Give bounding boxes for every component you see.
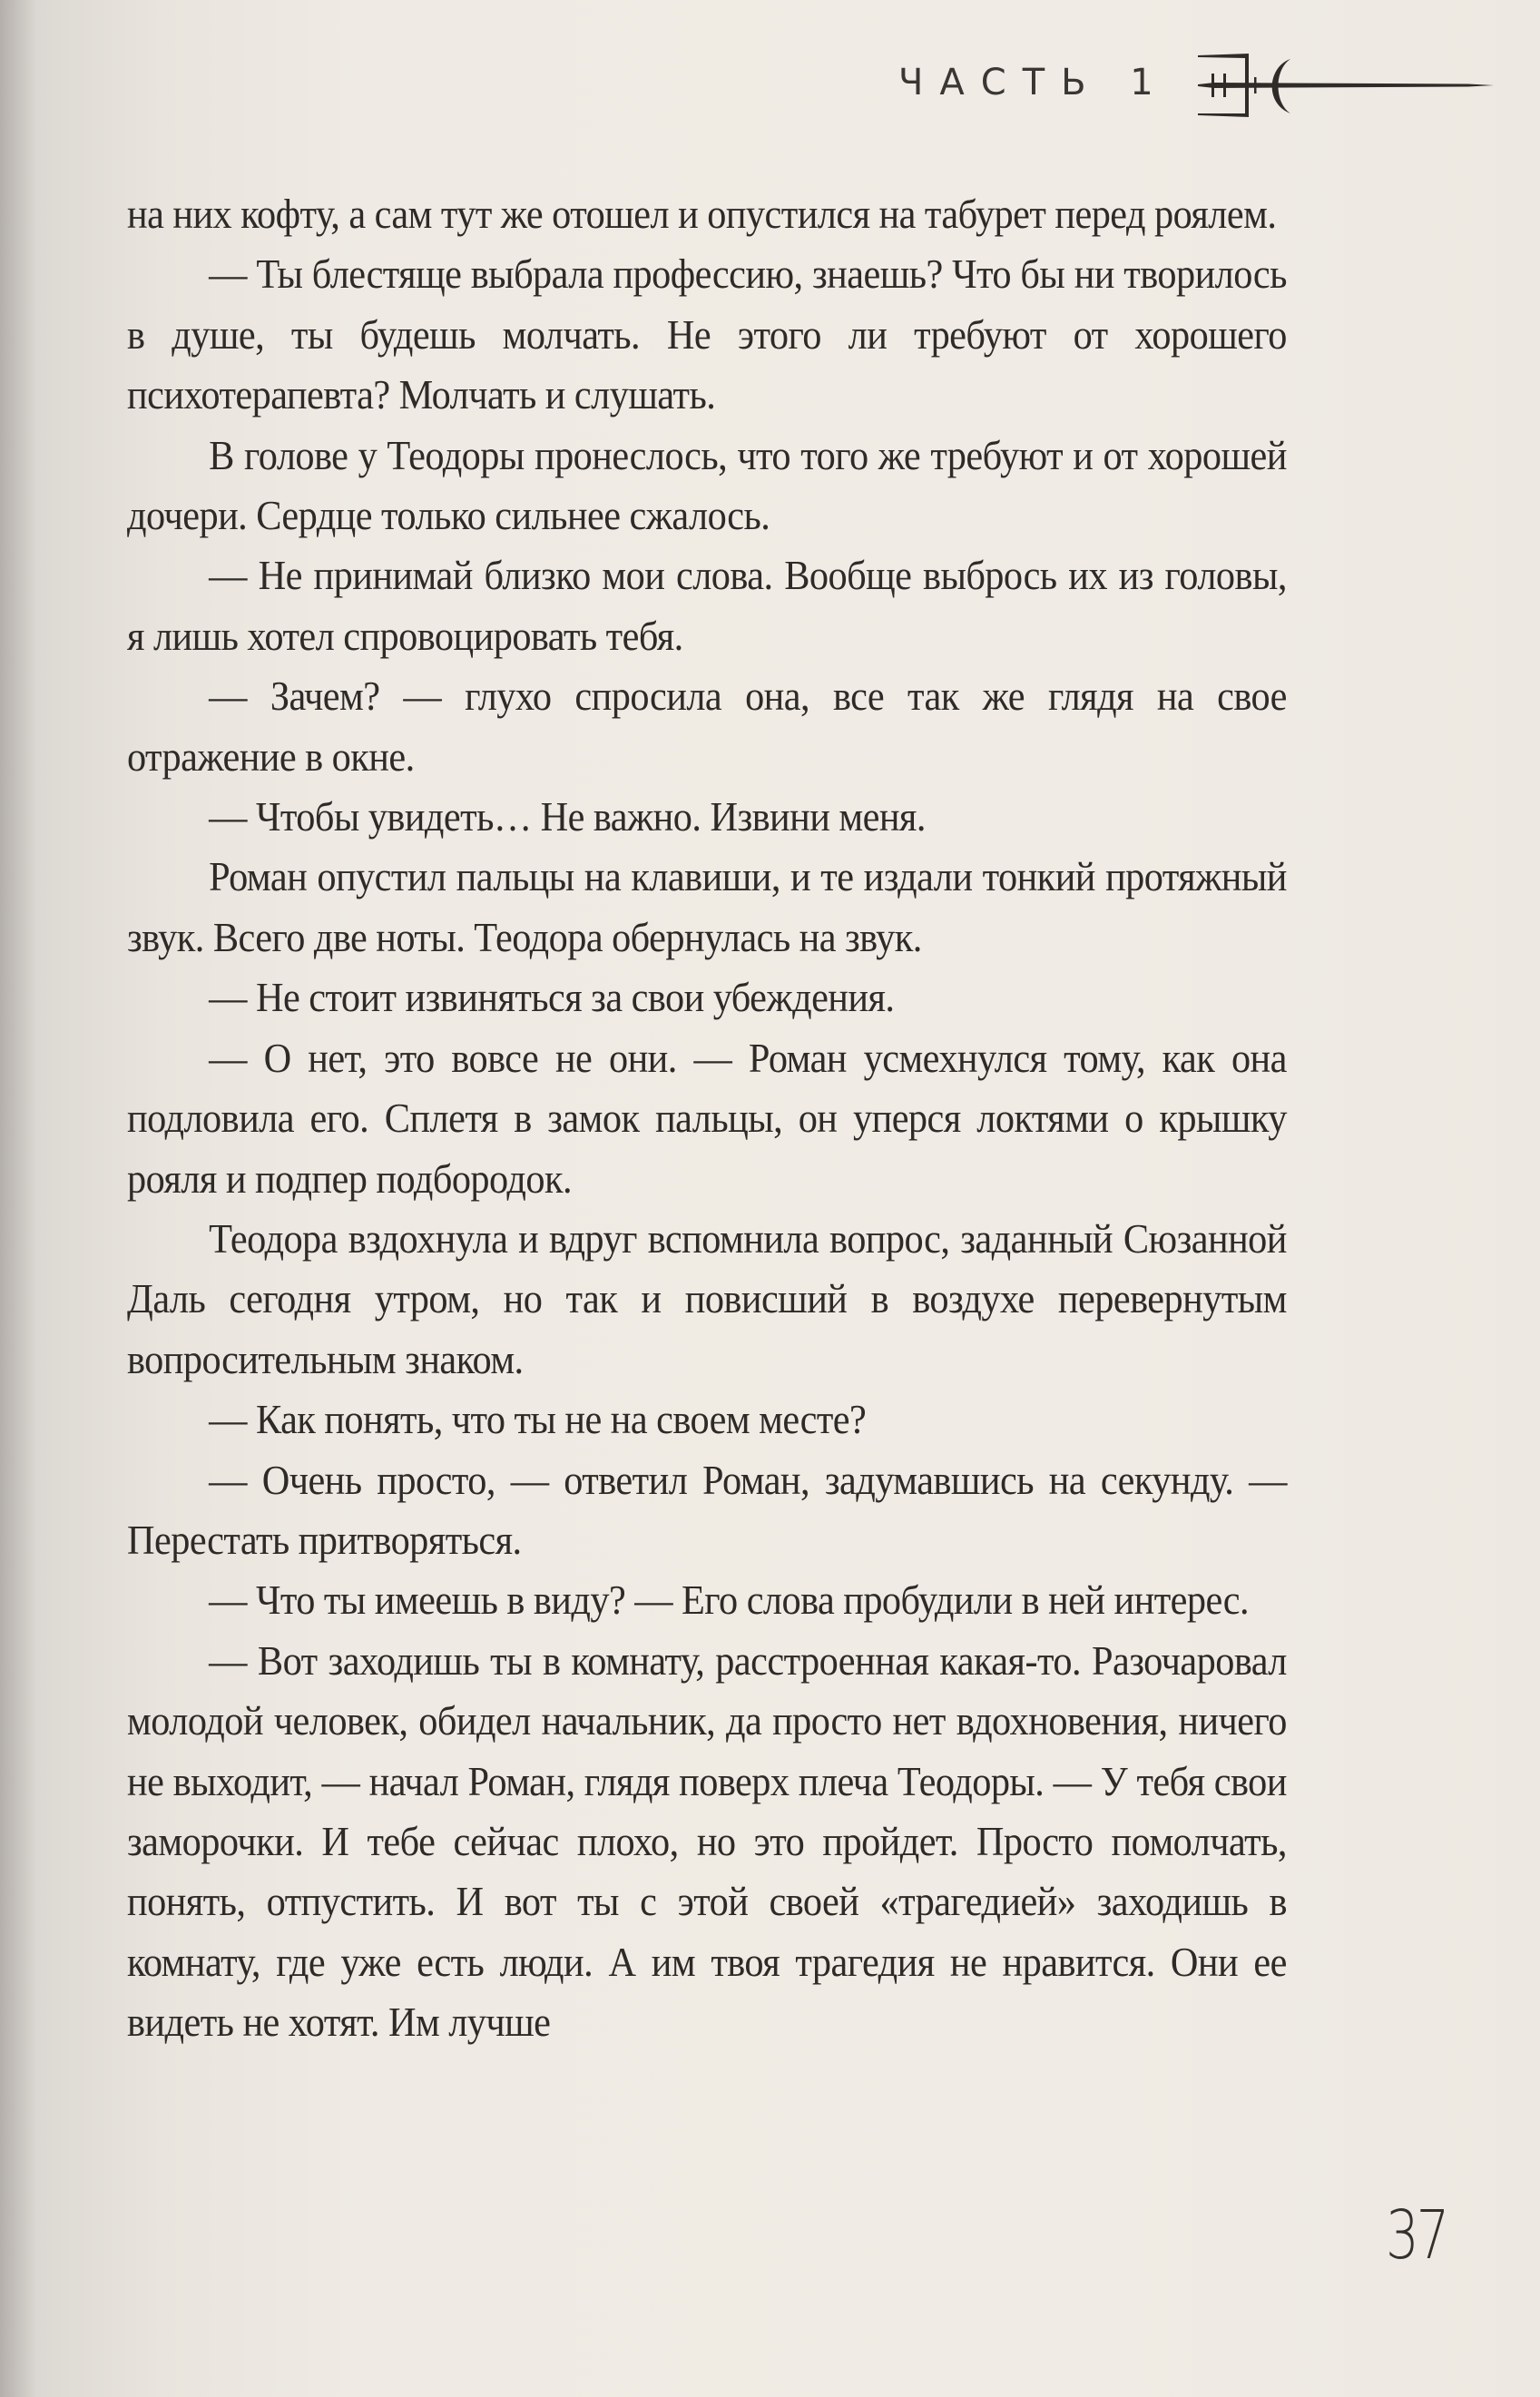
dialogue-paragraph: — Не стоит извиняться за свои убеждения. <box>209 974 895 1021</box>
dialogue-paragraph: — Очень просто, — ответил Роман, задумавшись на секунду. — Перестать притворяться. <box>127 1456 1287 1563</box>
dialogue-paragraph: — Что ты имеешь в виду? — Его слова пробудили в ней интерес. <box>209 1577 1250 1624</box>
dialogue-paragraph: — Как понять, что ты не на своем месте? <box>209 1396 867 1443</box>
paragraph: на них кофту, а сам тут же отошел и опустился на табурет перед роялем. <box>127 191 1277 237</box>
paragraph: В голове у Теодоры пронеслось, что того же требуют и от хорошей дочери. Сердце только сильнее сжалось. <box>127 431 1287 539</box>
dialogue-paragraph: — Ты блестяще выбрала профессию, знаешь? Что бы ни творилось в душе, ты будешь молчать. Не этого ли требуют от хорошего психотерапевта? Молчать и слушать. <box>127 251 1287 418</box>
trident-fleuron-ornament-icon <box>1196 50 1496 123</box>
spine-shadow <box>0 0 36 2397</box>
paragraph: Теодора вздохнула и вдруг вспомнила вопрос, заданный Сюзанной Даль сегодня утром, но так и повисший в воздухе перевернутым вопросительным знаком. <box>127 1214 1287 1382</box>
dialogue-paragraph: — Чтобы увидеть… Не важно. Извини меня. <box>209 793 926 840</box>
page-number: 37 <box>1386 2196 1447 2274</box>
running-header: ЧАСТЬ 1 <box>898 62 1170 103</box>
dialogue-paragraph: — Зачем? — глухо спросила она, все так же глядя на свое отражение в окне. <box>127 673 1287 780</box>
dialogue-paragraph: — О нет, это вовсе не они. — Роман усмехнулся тому, как она подловила его. Сплетя в замок пальцы, он уперся локтями о крышку рояля и подпер подбородок. <box>127 1034 1287 1202</box>
dialogue-paragraph: — Вот заходишь ты в комнату, расстроенная какая-то. Разочаровал молодой человек, обидел начальник, да просто нет вдохновения, ничего не выходит, — начал Роман, глядя поверх плеча Теодоры. — У тебя свои заморочки. И тебе сейчас плохо, но это пройдет. Просто помолчать, понять, отпустить. И вот ты с этой своей «трагедией» заходишь в комнату, где уже есть люди. А им твоя трагедия не нравится. Они ее видеть не хотят. Им лучше <box>127 1636 1287 2046</box>
body-text <box>127 184 1287 2053</box>
dialogue-paragraph: — Не принимай близко мои слова. Вообще выбрось их из головы, я лишь хотел спровоцировать тебя. <box>127 552 1287 659</box>
paragraph: Роман опустил пальцы на клавиши, и те издали тонкий протяжный звук. Всего две ноты. Теодора обернулась на звук. <box>127 853 1287 960</box>
